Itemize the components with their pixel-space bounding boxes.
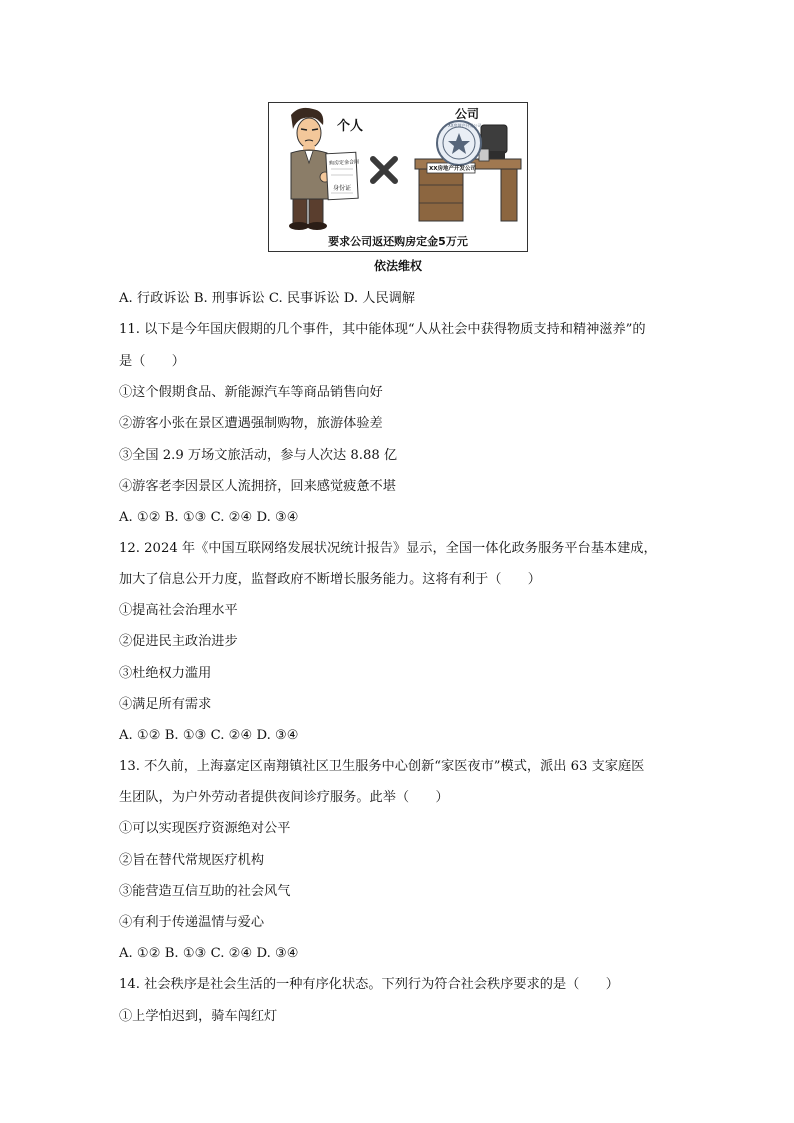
q14-item: ①上学怕迟到，骑车闯红灯: [119, 1009, 278, 1024]
q13-stem-cont: 生团队，为户外劳动者提供夜间诊疗服务。此举（ ）: [119, 790, 449, 805]
q11-item: ②游客小张在景区遭遇强制购物，旅游体验差: [119, 416, 383, 431]
q13-item: ②旨在替代常规医疗机构: [119, 853, 265, 868]
q13-item: ④有利于传递温情与爱心: [119, 915, 265, 930]
q12-item: ①提高社会治理水平: [119, 603, 238, 618]
q13-options: A. ①② B. ①③ C. ②④ D. ③④: [119, 946, 299, 961]
banner-text: 要求公司返还购房定金5万元: [328, 235, 468, 248]
desk-nameplate: XX房地产开发公司: [429, 166, 476, 172]
person-figure: [289, 108, 330, 230]
q11-item: ①这个假期食品、新能源汽车等商品销售向好: [119, 385, 383, 400]
q13-item: ①可以实现医疗资源绝对公平: [119, 821, 291, 836]
q12-item: ④满足所有需求: [119, 697, 212, 712]
q11-item: ③全国 2.9 万场文旅活动，参与人次达 8.88 亿: [119, 448, 398, 463]
q12-stem-cont: 加大了信息公开力度，监督政府不断增长服务能力。这将有利于（ ）: [119, 572, 541, 587]
q13-item: ③能营造互信互助的社会风气: [119, 884, 291, 899]
q12-options: A. ①② B. ①③ C. ②④ D. ③④: [119, 728, 299, 743]
illustration-figure: [268, 102, 528, 252]
seal-text: XX房地产开发公司: [448, 123, 482, 128]
id-card-label: 身份证: [333, 185, 352, 192]
q12-item: ②促进民主政治进步: [119, 634, 238, 649]
contract-title: 购房定金合同: [328, 159, 360, 167]
q10-options: A. 行政诉讼 B. 刑事诉讼 C. 民事诉讼 D. 人民调解: [119, 291, 416, 306]
illustration-drawing: [269, 103, 527, 251]
q11-item: ④游客老李因景区人流拥挤，回来感觉疲惫不堪: [119, 479, 396, 494]
cross-mark: [373, 159, 395, 181]
q11-stem-cont: 是（ ）: [119, 354, 185, 369]
q12-stem: 12. 2024 年《中国互联网络发展状况统计报告》显示，全国一体化政务服务平台基本建成，: [119, 541, 657, 556]
q11-stem: 11. 以下是今年国庆假期的几个事件，其中能体现“人从社会中获得物质支持和精神滋养”的: [119, 322, 646, 337]
q13-stem: 13. 不久前，上海嘉定区南翔镇社区卫生服务中心创新“家医夜市”模式，派出 63 支家庭医: [119, 759, 645, 774]
company-label: 公司: [455, 107, 480, 121]
q11-options: A. ①② B. ①③ C. ②④ D. ③④: [119, 510, 299, 525]
q12-item: ③杜绝权力滥用: [119, 666, 212, 681]
person-label: 个人: [337, 119, 364, 134]
q14-stem: 14. 社会秩序是社会生活的一种有序化状态。下列行为符合社会秩序要求的是（ ）: [119, 977, 619, 992]
figure-caption: 依法维权: [373, 259, 422, 273]
